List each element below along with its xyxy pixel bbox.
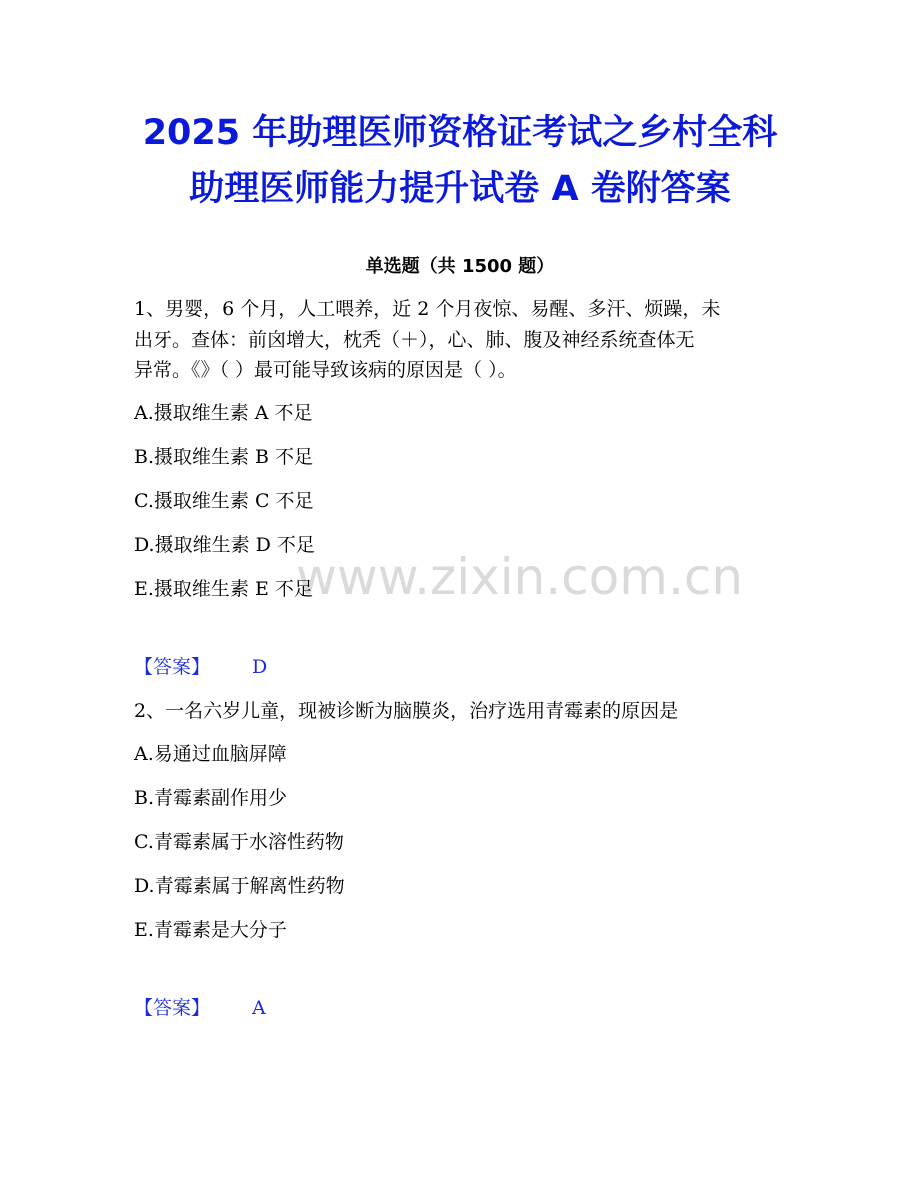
answer-row (134, 993, 266, 1023)
answer-value: A (252, 997, 266, 1019)
option-c: C.摄取维生素 C 不足 (134, 490, 314, 512)
watermark: www.zixin.com.cn (296, 548, 744, 606)
option-d: D.摄取维生素 D 不足 (134, 534, 315, 556)
option-a: A.摄取维生素 A 不足 (134, 402, 313, 424)
answer-row (134, 652, 267, 682)
section-heading: 单选题（共 1500 题） (365, 256, 555, 277)
option-e: E.青霉素是大分子 (134, 919, 287, 941)
answer-label: 【答案】 (134, 997, 211, 1019)
option-d: D.青霉素属于解离性药物 (134, 875, 345, 897)
option-b: B.摄取维生素 B 不足 (134, 446, 314, 468)
question-stem-line: 2、一名六岁儿童，现被诊断为脑膜炎，治疗选用青霉素的原因是 (134, 700, 679, 722)
question-stem-line: 出牙。查体：前囟增大，枕秃（＋），心、肺、腹及神经系统查体无 (134, 329, 695, 351)
option-c: C.青霉素属于水溶性药物 (134, 831, 344, 853)
option-b: B.青霉素副作用少 (134, 787, 288, 809)
option-a: A.易通过血脑屏障 (134, 743, 287, 765)
document-title-line-2: 助理医师能力提升试卷 A 卷附答案 (189, 169, 731, 209)
question-stem-line: 异常。《》（ ）最可能导致该病的原因是（ ）。 (134, 359, 517, 381)
option-e: E.摄取维生素 E 不足 (134, 578, 313, 600)
question-stem-line: 1、男婴，6 个月，人工喂养，近 2 个月夜惊、易醒、多汗、烦躁，未 (134, 298, 721, 320)
answer-value: D (252, 656, 268, 678)
answer-label: 【答案】 (134, 656, 211, 678)
document-title-line-1: 2025 年助理医师资格证考试之乡村全科 (142, 113, 778, 153)
